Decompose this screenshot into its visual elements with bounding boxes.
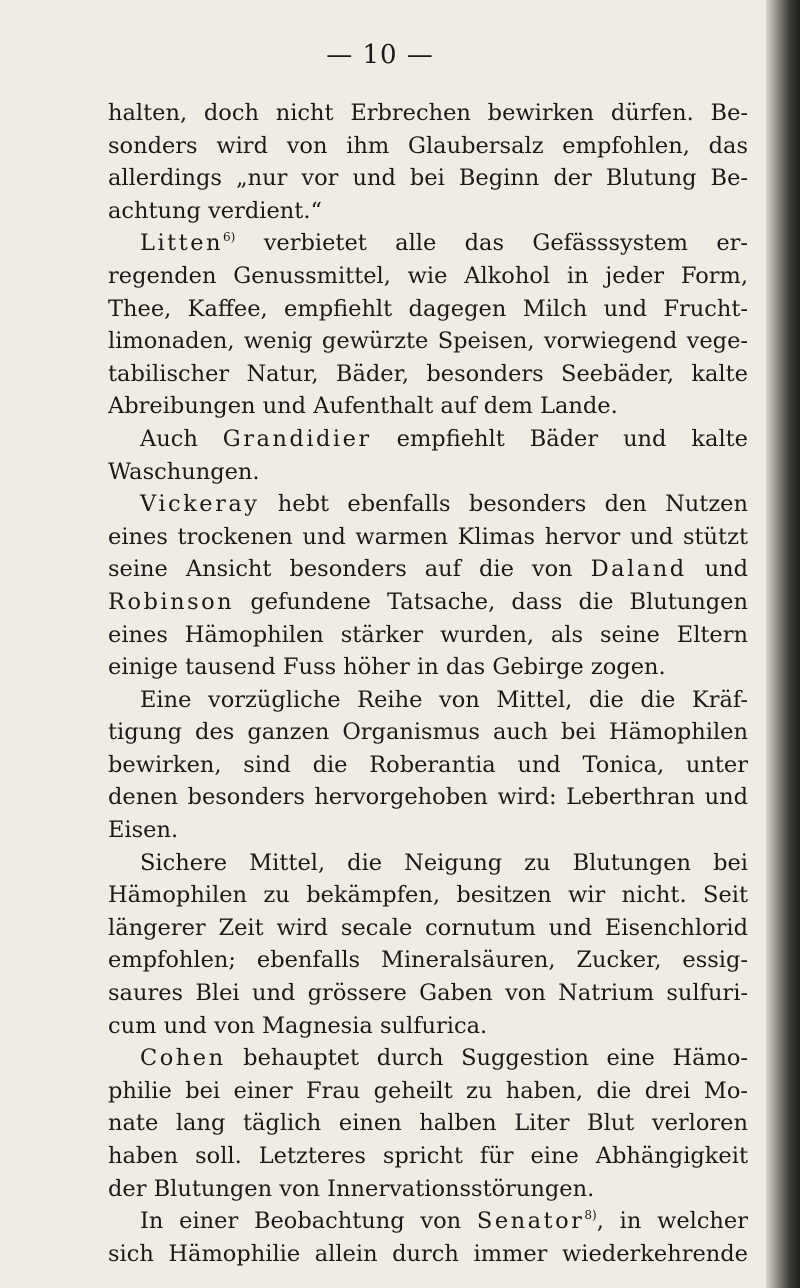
text-line xyxy=(108,293,748,326)
line-text: Eisen. xyxy=(108,817,179,844)
line-text: tabilischer Natur, Bäder, besonders Seebäder, kalte xyxy=(108,360,748,387)
page-edge-shadow xyxy=(766,0,800,1288)
text-line xyxy=(108,97,748,130)
line-text: empfohlen; ebenfalls Mineralsäuren, Zucker, essig- xyxy=(108,947,748,974)
line-text-after: hebt ebenfalls besonders den Nutzen xyxy=(259,491,748,518)
line-text-after: und xyxy=(686,556,748,583)
author-name: Robinson xyxy=(108,588,235,615)
line-text: allerdings „nur vor und bei Beginn der Blutung Be- xyxy=(108,165,748,192)
text-line xyxy=(108,781,748,814)
line-text-after: gefundene Tatsache, dass die Blutungen xyxy=(234,588,748,615)
line-text: Abreibungen und Aufenthalt auf dem Lande. xyxy=(108,393,618,420)
text-line xyxy=(108,162,748,195)
line-text: denen besonders hervorgehoben wird: Leberthran und xyxy=(108,784,748,811)
line-text: limonaden, wenig gewürzte Speisen, vorwiegend vege- xyxy=(108,328,748,355)
text-line xyxy=(108,912,748,945)
text-line xyxy=(108,130,748,163)
footnote-marker: 6) xyxy=(223,230,236,245)
line-text: haben soll. Letzteres spricht für eine Abhängigkeit xyxy=(108,1143,748,1169)
line-text: Thee, Kaffee, empfiehlt dagegen Milch und Frucht- xyxy=(108,295,748,322)
line-text-after: verbietet alle das Gefässsystem er- xyxy=(235,230,748,257)
line-text: längerer Zeit wird secale cornutum und Eisenchlorid xyxy=(108,914,748,941)
text-line xyxy=(108,1238,748,1271)
text-line xyxy=(108,390,748,423)
text-line xyxy=(108,325,748,358)
text-line xyxy=(108,716,748,749)
text-line xyxy=(108,749,748,782)
text-line xyxy=(108,847,748,880)
line-text: halten, doch nicht Erbrechen bewirken dürfen. Be- xyxy=(108,100,748,126)
line-text: cum und von Magnesia sulfurica. xyxy=(108,1012,488,1039)
line-text-before: Auch xyxy=(140,425,223,452)
text-line xyxy=(108,553,748,586)
line-text: achtung verdient.“ xyxy=(108,197,322,224)
line-text: sonders wird von ihm Glaubersalz empfohlen, das xyxy=(108,132,748,159)
page-number: — 10 — xyxy=(326,40,434,70)
text-line xyxy=(108,521,748,554)
text-line xyxy=(108,260,748,293)
author-name: Grandidier xyxy=(222,425,372,452)
author-name: Daland xyxy=(590,556,687,583)
text-line xyxy=(108,1107,748,1140)
text-line xyxy=(108,195,748,228)
line-text: eines Hämophilen stärker wurden, als seine Eltern xyxy=(108,621,748,648)
text-line xyxy=(108,814,748,847)
line-text: Sichere Mittel, die Neigung zu Blutungen bei xyxy=(140,849,748,876)
line-text: bewirken, sind die Roberantia und Tonica, unter xyxy=(108,751,748,778)
text-line xyxy=(108,423,748,456)
text-line xyxy=(108,1042,748,1075)
line-text-after: behauptet durch Suggestion eine Hämo- xyxy=(225,1045,748,1072)
author-name: Vickeray xyxy=(140,491,260,518)
line-text: Eine vorzügliche Reihe von Mittel, die die Kräf- xyxy=(140,686,748,713)
line-text: regenden Genussmittel, wie Alkohol in jeder Form, xyxy=(108,262,748,289)
line-text-after: empfiehlt Bäder und kalte xyxy=(371,425,748,452)
line-text: Waschungen. xyxy=(108,458,260,485)
text-line xyxy=(108,586,748,619)
line-text-before: seine Ansicht besonders auf die von xyxy=(108,556,591,583)
text-line xyxy=(108,977,748,1010)
text-line xyxy=(108,1140,748,1173)
text-body xyxy=(108,97,748,1270)
line-text: eines trockenen und warmen Klimas hervor und stützt xyxy=(108,523,748,550)
line-text-before: In einer Beobachtung von xyxy=(140,1208,477,1235)
author-name: Senator xyxy=(476,1208,585,1235)
text-line xyxy=(108,227,748,260)
text-line xyxy=(108,358,748,391)
author-name: Litten xyxy=(140,230,224,257)
line-text-after: , in welcher xyxy=(596,1208,748,1235)
author-name: Cohen xyxy=(140,1045,226,1072)
text-line xyxy=(108,651,748,684)
text-line xyxy=(108,1173,748,1206)
text-line xyxy=(108,1205,748,1238)
text-line xyxy=(108,488,748,521)
line-text: saures Blei und grössere Gaben von Natrium sulfuri- xyxy=(108,980,748,1007)
line-text: nate lang täglich einen halben Liter Blut verloren xyxy=(108,1110,748,1137)
line-text: Hämophilen zu bekämpfen, besitzen wir nicht. Seit xyxy=(108,882,748,909)
footnote-marker: 8) xyxy=(584,1208,597,1223)
text-line xyxy=(108,944,748,977)
line-text: einige tausend Fuss höher in das Gebirge zogen. xyxy=(108,654,666,681)
text-line xyxy=(108,619,748,652)
text-line xyxy=(108,456,748,489)
line-text: philie bei einer Frau geheilt zu haben, die drei Mo- xyxy=(108,1077,748,1104)
text-line xyxy=(108,879,748,912)
line-text: sich Hämophilie allein durch immer wiederkehrende xyxy=(108,1240,748,1267)
line-text: der Blutungen von Innervationsstörungen. xyxy=(108,1175,595,1202)
text-line xyxy=(108,684,748,717)
line-text: tigung des ganzen Organismus auch bei Hämophilen xyxy=(108,719,748,746)
text-line xyxy=(108,1010,748,1043)
text-line xyxy=(108,1075,748,1108)
